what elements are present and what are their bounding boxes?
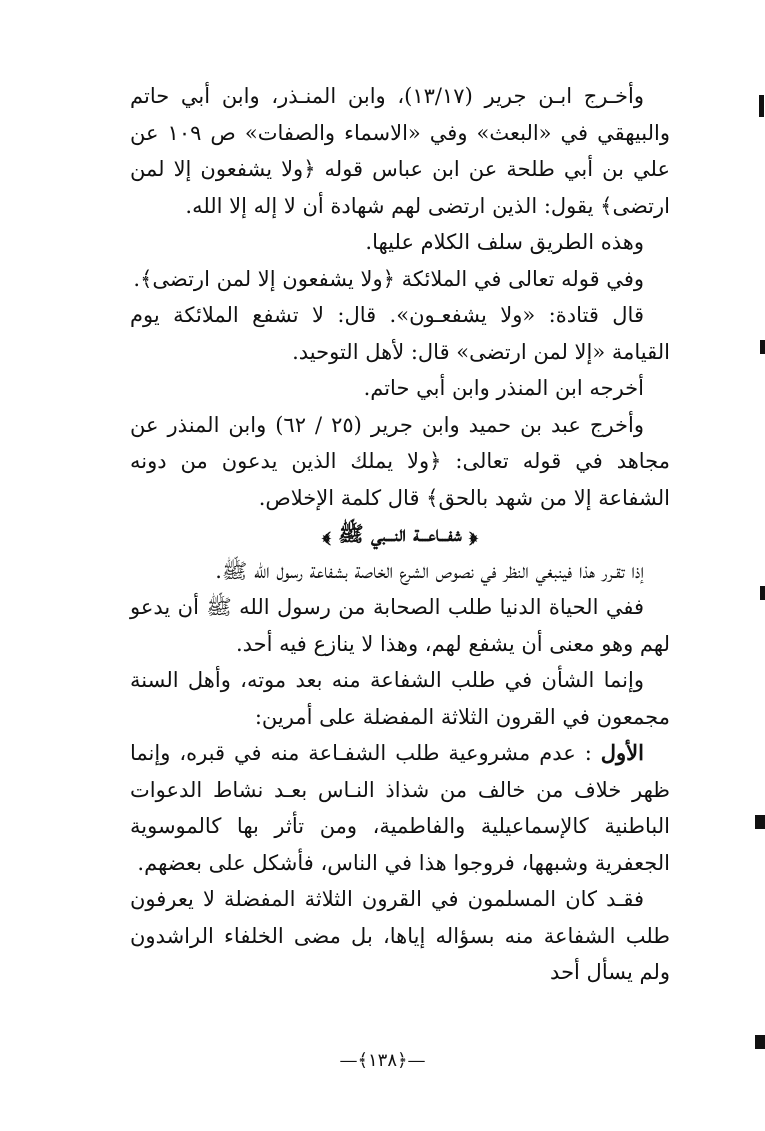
paragraph-3: وفي قوله تعالى في الملائكة ﴿ولا يشفعون إلا لمن ارتضى﴾. — [133, 266, 644, 291]
paragraph-7: إذا تقـرر هذا فينبغي النظر في نصوص الشرع الخاصة بشفاعة رسول الله ﷺ. — [215, 558, 644, 583]
paragraph-6: وأخرج عبد بن حميد وابن جرير (٢٥ / ٦٢) وابن المنذر عن مجاهد في قوله تعالى: ﴿ولا يملك الذين يدعون من دونه الشفاعة إلا من شهد بالحق﴾ قال كلمة الإخلاص. — [130, 412, 670, 510]
paragraph-2: وهذه الطريق سلف الكلام عليها. — [365, 230, 644, 254]
paragraph-5: أخرجه ابن المنذر وابن أبي حاتم. — [363, 376, 644, 400]
paragraph-9: وإنما الشأن في طلب الشفاعة منه بعد موته، وأهل السنة مجمعون في القرون الثلاثة المفضلة على أمرين: — [130, 668, 670, 729]
section-heading: ﴿ شفـــاعـــة النـــبي ﷺ ﴾ — [322, 521, 478, 546]
paragraph-8: ففي الحياة الدنيا طلب الصحابة من رسول الله ﷺ أن يدعو لهم وهو معنى أن يشفع لهم، وهذا لا ينازع فيه أحد. — [130, 595, 670, 656]
lead-word: الأول — [600, 740, 644, 765]
paragraph-10 — [130, 735, 670, 881]
page-body — [130, 78, 670, 991]
paragraph-11: فقـد كان المسلمون في القرون الثلاثة المفضلة لا يعرفون طلب الشفاعة منه بسؤاله إياها، بل مضى الخلفاء الراشدون ولم يسأل أحد — [130, 887, 670, 984]
paragraph-4: قال قتادة: «ولا يشفعـون». قال: لا تشفع الملائكة يوم القيامة «إلا لمن ارتضى» قال: لأهل التوحيد. — [130, 303, 670, 364]
edge-mark — [759, 95, 764, 117]
edge-mark — [760, 340, 765, 354]
edge-mark — [760, 586, 765, 600]
edge-mark — [755, 815, 765, 829]
page-number: —﴿١٣٨﴾— — [339, 1050, 426, 1071]
paragraph-10-text: : عدم مشروعية طلب الشفـاعة منه في قبره، وإنما ظهر خلاف من خالف من شذاذ النـاس بعـد نشاط الدعوات الباطنية كالإسماعيلية والفاطمية، ومن تأثر بها كالموسوية الجعفرية وشبهها، فروجوا هذا في الناس، فأشكل على بعضهم. — [130, 741, 670, 875]
edge-mark — [755, 1035, 765, 1049]
paragraph-1: وأخـرج ابـن جرير (١٣/١٧)، وابن المنـذر، وابن أبي حاتم والبيهقي في «البعث» وفي «الاسماء والصفات» ص ١٠٩ عن علي بن أبي طلحة عن ابن عباس قوله ﴿ولا يشفعون إلا لمن ارتضى﴾ يقول: الذين ارتضى لهم شهادة أن لا إله إلا الله. — [130, 84, 670, 218]
